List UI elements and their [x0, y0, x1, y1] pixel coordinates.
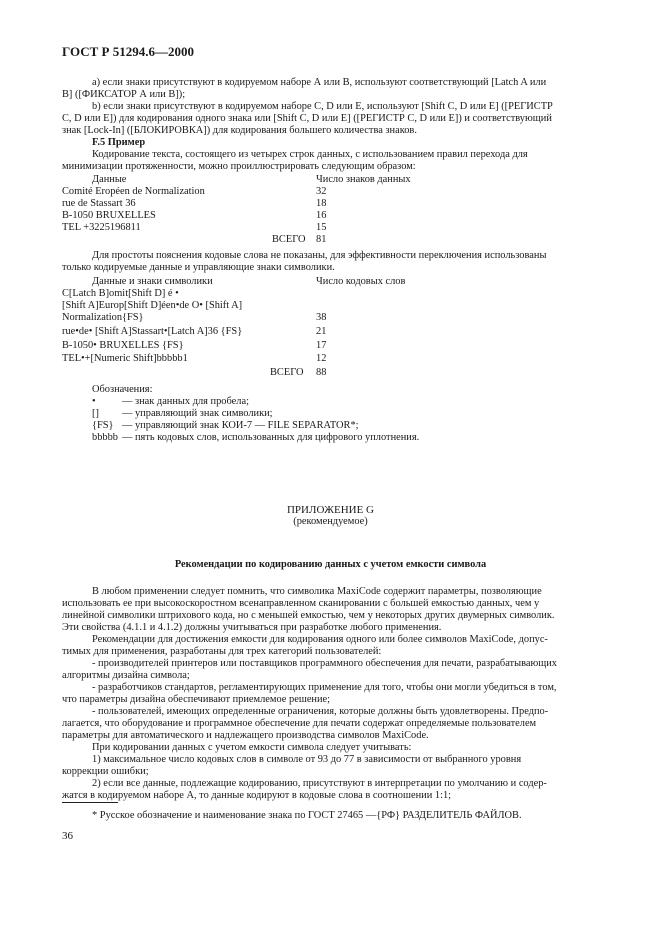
body-line: - разработчиков стандартов, регламентирующих применение для того, чтобы они могли убедиться в том,: [92, 682, 557, 693]
appendix-subtitle: (рекомендуемое): [293, 516, 368, 527]
paragraph-b-line-1: b) если знаки присутствуют в кодируемом наборе С, D или Е, используют [Shift С, D или Е] ([РЕГИСТР: [92, 101, 553, 112]
table1-row-count: 16: [316, 210, 327, 221]
table1-col-data-header: Данные: [92, 174, 127, 185]
table2-col-data-header: Данные и знаки символики: [92, 276, 213, 287]
body-line: Рекомендации для достижения емкости для кодирования одного или более символов MaxiCode, допус-: [92, 634, 548, 645]
mid-text-line-1: Для простоты пояснения кодовые слова не показаны, для эффективности переключения использованы: [92, 250, 547, 261]
legend-symbol: bbbbb: [92, 432, 118, 443]
table1-row-data: B-1050 BRUXELLES: [62, 210, 156, 221]
table2-row-data: Normalization{FS}: [62, 312, 144, 323]
mid-text-line-2: только кодируемые данные и управляющие знаки символики.: [62, 262, 335, 273]
table2-row-count: 21: [316, 326, 327, 337]
legend-description: — знак данных для пробела;: [122, 396, 249, 407]
table2-total-value: 88: [316, 367, 327, 378]
f5-intro-line-2: минимизации протяженности, можно проиллюстрировать следующим образом:: [62, 161, 416, 172]
legend-symbol: []: [92, 408, 99, 419]
body-line: тимых для применения, разработаны для трех категорий пользователей:: [62, 646, 382, 657]
table1-total-value: 81: [316, 234, 327, 245]
section-f5-title: F.5 Пример: [92, 137, 146, 148]
body-line: - пользователей, имеющих определенные ограничения, которые должны быть удовлетворены. Предпо-: [92, 706, 549, 717]
body-line: - производителей принтеров или поставщиков программного обеспечения для печати, разрабатывающих: [92, 658, 557, 669]
table1-row-count: 32: [316, 186, 327, 197]
legend-description: — пять кодовых слов, использованных для цифрового уплотнения.: [122, 432, 420, 443]
table2-col-count-header: Число кодовых слов: [316, 276, 406, 287]
legend-symbol: •: [92, 396, 96, 407]
table2-row-data: [Shift A]Europ[Shift D]éen•de O• [Shift A]: [62, 300, 243, 311]
body-line: что параметры дизайна обеспечивают приемлемое решение;: [62, 694, 331, 705]
table2-row-count: 17: [316, 340, 327, 351]
body-line: 2) если все данные, подлежащие кодированию, присутствуют в интерпретации по умолчанию и содер-: [92, 778, 547, 789]
body-line: жатся в кодируемом наборе А, то данные кодируют в кодовые слова в соотношении 1:1;: [62, 790, 452, 801]
f5-intro-line-1: Кодирование текста, состоящего из четырех строк данных, с использованием правил перехода для: [92, 149, 528, 160]
footnote-divider: [62, 802, 118, 803]
body-line: При кодировании данных с учетом емкости символа следует учитывать:: [92, 742, 412, 753]
table1-total-label: ВСЕГО: [272, 234, 306, 245]
paragraph-b-line-3: знак [Lock-In] ([БЛОКИРОВКА]) для кодирования большего количества знаков.: [62, 125, 417, 136]
page-number: 36: [62, 830, 73, 842]
paragraph-a-line-2: В] ([ФИКСАТОР А или В]);: [62, 89, 186, 100]
table2-row-data: C[Latch B]omit[Shift D] é •: [62, 288, 179, 299]
body-line: алгоритмы дизайна символа;: [62, 670, 190, 681]
table2-row-data: rue•de• [Shift A]Stassart•[Latch A]36 {FS}: [62, 326, 243, 337]
table1-row-data: Comité Eropéen de Normalization: [62, 186, 205, 197]
table2-row-data: TEL•+[Numeric Shift]bbbbb1: [62, 353, 188, 364]
body-line: использовать ее при высокоскоростном всенаправленном сканировании с большей емкостью данных, чем у: [62, 598, 540, 609]
paragraph-a-line-1: а) если знаки присутствуют в кодируемом наборе А или В, используют соответствующий [Latch A или: [92, 77, 547, 88]
legend-description: — управляющий знак символики;: [122, 408, 273, 419]
paragraph-b-line-2: С, D или Е]) для кодирования одного знака или [Shift С, D или Е] ([РЕГИСТР С, D или Е]) и соответствующий: [62, 113, 552, 124]
table1-row-count: 15: [316, 222, 327, 233]
document-header: ГОСТ Р 51294.6—2000: [62, 44, 194, 59]
body-line: линейной символики штрихового кода, но с меньшей емкостью, чем у некоторых других двумерных символик.: [62, 610, 555, 621]
legend-symbol: {FS}: [92, 420, 114, 431]
body-line: 1) максимальное число кодовых слов в символе от 93 до 77 в зависимости от выбранного уровня: [92, 754, 522, 765]
appendix-title: ПРИЛОЖЕНИЕ G: [286, 504, 374, 516]
legend-description: — управляющий знак КОИ-7 — FILE SEPARATOR*;: [122, 420, 359, 431]
body-line: В любом применении следует помнить, что символика MaxiCode содержит параметры, позволяющие: [92, 586, 542, 597]
table1-col-count-header: Число знаков данных: [316, 174, 411, 185]
legend-title: Обозначения:: [92, 384, 153, 395]
appendix-heading: Рекомендации по кодированию данных с учетом емкости символа: [174, 559, 487, 570]
table2-row-count: 38: [316, 312, 327, 323]
table2-row-data: B-1050• BRUXELLES {FS}: [62, 340, 184, 351]
body-line: параметры для автоматического и надлежащего производства символов MaxiCode.: [62, 730, 429, 741]
table2-row-count: 12: [316, 353, 327, 364]
footnote: * Русское обозначение и наименование знака по ГОСТ 27465 —{РФ} РАЗДЕЛИТЕЛЬ ФАЙЛОВ.: [92, 810, 522, 821]
table1-row-data: rue de Stassart 36: [62, 198, 136, 209]
body-line: коррекции ошибки;: [62, 766, 149, 777]
table2-total-label: ВСЕГО: [270, 367, 304, 378]
body-line: Эти свойства (4.1.1 и 4.1.2) должны учитываться при разработке любого применения.: [62, 622, 442, 633]
table1-row-data: TEL +3225196811: [62, 222, 141, 233]
table1-row-count: 18: [316, 198, 327, 209]
body-line: лагается, что оборудование и программное обеспечение для печати содержат определяемые пользователем: [62, 718, 537, 729]
